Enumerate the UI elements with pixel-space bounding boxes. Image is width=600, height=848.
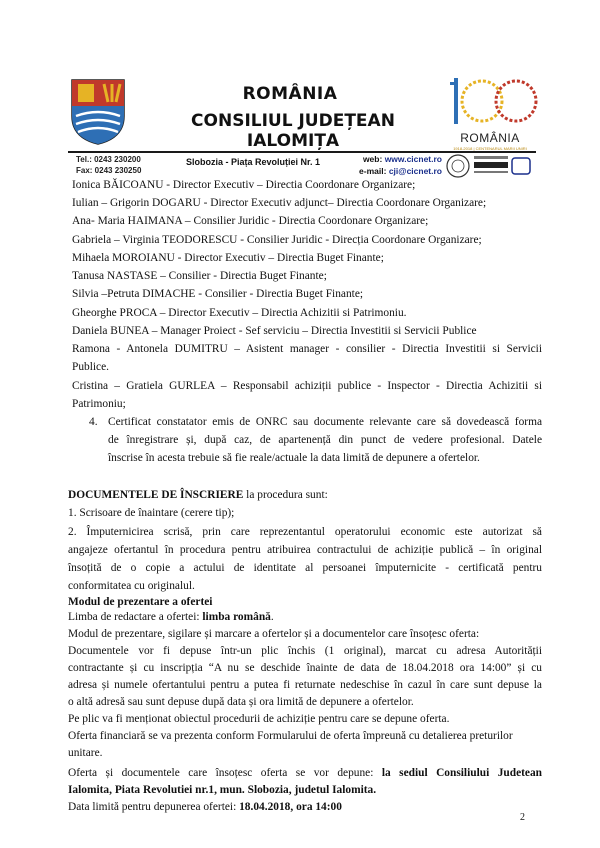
centenary-text: ROMÂNIA [460, 131, 520, 145]
limba-line: Limba de redactare a ofertei: limba română. [68, 611, 274, 623]
person-line: Silvia –Petruta DIMACHE - Consilier - Directia Buget Finante; [72, 288, 364, 300]
item4-text: înscrise în acesta trebuie să fie reale/actuale la data limită de depunere a ofertelor. [108, 452, 480, 464]
item4-text: Certificat constatator emis de ONRC sau documente relevante care să dovedească forma [108, 416, 542, 428]
modul-paragraph: Pe plic va fi menționat obiectul procedurii de achiziție pentru care se depune oferta. [68, 713, 450, 725]
modul-paragraph: Oferta financiară se va prezenta conform Formularului de oferta împreună cu detalierea preturilor [68, 730, 513, 742]
modul-heading: Modul de prezentare a ofertei [68, 596, 213, 608]
docs-item-2: 2. Împuternicirea scrisă, prin care reprezentantul operatorului economic este autorizat să [68, 526, 542, 538]
header-email: e-mail: cji@cicnet.ro [359, 166, 442, 176]
person-line: Iulian – Grigorin DOGARU - Director Executiv adjunct– Directia Coordonare Organizare; [72, 197, 487, 209]
person-line: Gabriela – Virginia TEODORESCU - Consilier Juridic - Direcția Coordonare Organizare; [72, 234, 482, 246]
person-line: Gheorghe PROCA – Director Executiv – Directia Achizitii si Patrimoniu. [72, 307, 407, 319]
letterhead [0, 0, 600, 185]
centenary-subtext: 1918-2018 | CENTENARUL MARII UNIRI [453, 146, 527, 151]
modul-paragraph: unitare. [68, 747, 103, 759]
iso-certification-icon [446, 152, 534, 180]
email-link[interactable]: cji@cicnet.ro [388, 166, 442, 176]
person-line-cont: Publice. [72, 361, 110, 373]
header-title-country: ROMÂNIA [242, 84, 338, 104]
docs-item-2: însoțită de o copie a actului de identitate al persoanei împuternicite - certificată pentru [68, 562, 542, 574]
item4-number: 4. [89, 416, 98, 428]
web-link[interactable]: www.cicnet.ro [384, 154, 442, 164]
header-address: Slobozia - Piața Revoluției Nr. 1 [186, 157, 321, 167]
modul-paragraph: Documentele vor fi depuse într-un plic închis (1 original), marcat cu adresa Autorității [68, 645, 542, 657]
header-web: web: www.cicnet.ro [362, 154, 442, 164]
header-title-council: CONSILIUL JUDEȚEAN IALOMIȚA [191, 111, 395, 151]
person-line: Ramona - Antonela DUMITRU – Asistent manager - consilier - Directia Investitii si Servicii [72, 343, 542, 355]
modul-intro: Modul de prezentare, sigilare și marcare a ofertelor și a documentelor care însoțesc oferta: [68, 628, 480, 640]
person-line: Cristina – Gratiela GURLEA – Responsabil achiziții publice - Inspector - Directia Achizitii si [72, 380, 542, 392]
submission-place-cont: Ialomita, Piata Revolutiei nr.1, mun. Slobozia, judetul Ialomita. [68, 784, 377, 796]
submission-place: Oferta și documentele care însoțesc oferta se vor depune: la sediul Consiliului Judetean [68, 767, 543, 779]
item4-text: de înregistrare și, după caz, de apartenență din punct de vedere profesional. Datele [108, 434, 542, 446]
modul-paragraph: contractante și cu inscripția “A nu se deschide înainte de data de 18.04.2018 ora 14:00” și cu [68, 662, 542, 674]
modul-paragraph: o altă adresă sau sunt depuse după data și ora limită de depunere a ofertelor. [68, 696, 414, 708]
docs-item-2: conformitatea cu originalul. [68, 580, 195, 592]
person-line: Ionica BĂICOANU - Director Executiv – Directia Coordonare Organizare; [72, 179, 416, 191]
header-tel: Tel.: 0243 230200 [76, 155, 141, 164]
person-line: Daniela BUNEA – Manager Proiect - Sef serviciu – Directia Investitii si Servicii Publice [72, 325, 477, 337]
person-line: Tanusa NASTASE – Consilier - Directia Buget Finante; [72, 270, 327, 282]
header-fax: Fax: 0243 230250 [76, 166, 142, 175]
person-line-cont: Patrimoniu; [72, 398, 126, 410]
deadline-line: Data limită pentru depunerea ofertei: 18.04.2018, ora 14:00 [68, 801, 342, 813]
person-line: Mihaela MOROIANU - Director Executiv – Directia Buget Finante; [72, 252, 384, 264]
modul-paragraph: adresa și numele ofertantului pentru a putea fi returnate nedeschise în cazul în care sunt depuse la [68, 679, 542, 691]
docs-heading: DOCUMENTELE DE ÎNSCRIERE la procedura sunt: [68, 489, 328, 501]
docs-item-2: angajeze ofertantul în procedura pentru atribuirea contractului de achiziție publică – în original [68, 544, 542, 556]
county-coat-of-arms-icon [68, 76, 128, 146]
page-number: 2 [520, 812, 525, 823]
docs-item-1: 1. Scrisoare de înaintare (cerere tip); [68, 507, 235, 519]
person-line: Ana- Maria HAIMANA – Consilier Juridic - Directia Coordonare Organizare; [72, 215, 429, 227]
centenary-logo-icon [440, 70, 540, 140]
